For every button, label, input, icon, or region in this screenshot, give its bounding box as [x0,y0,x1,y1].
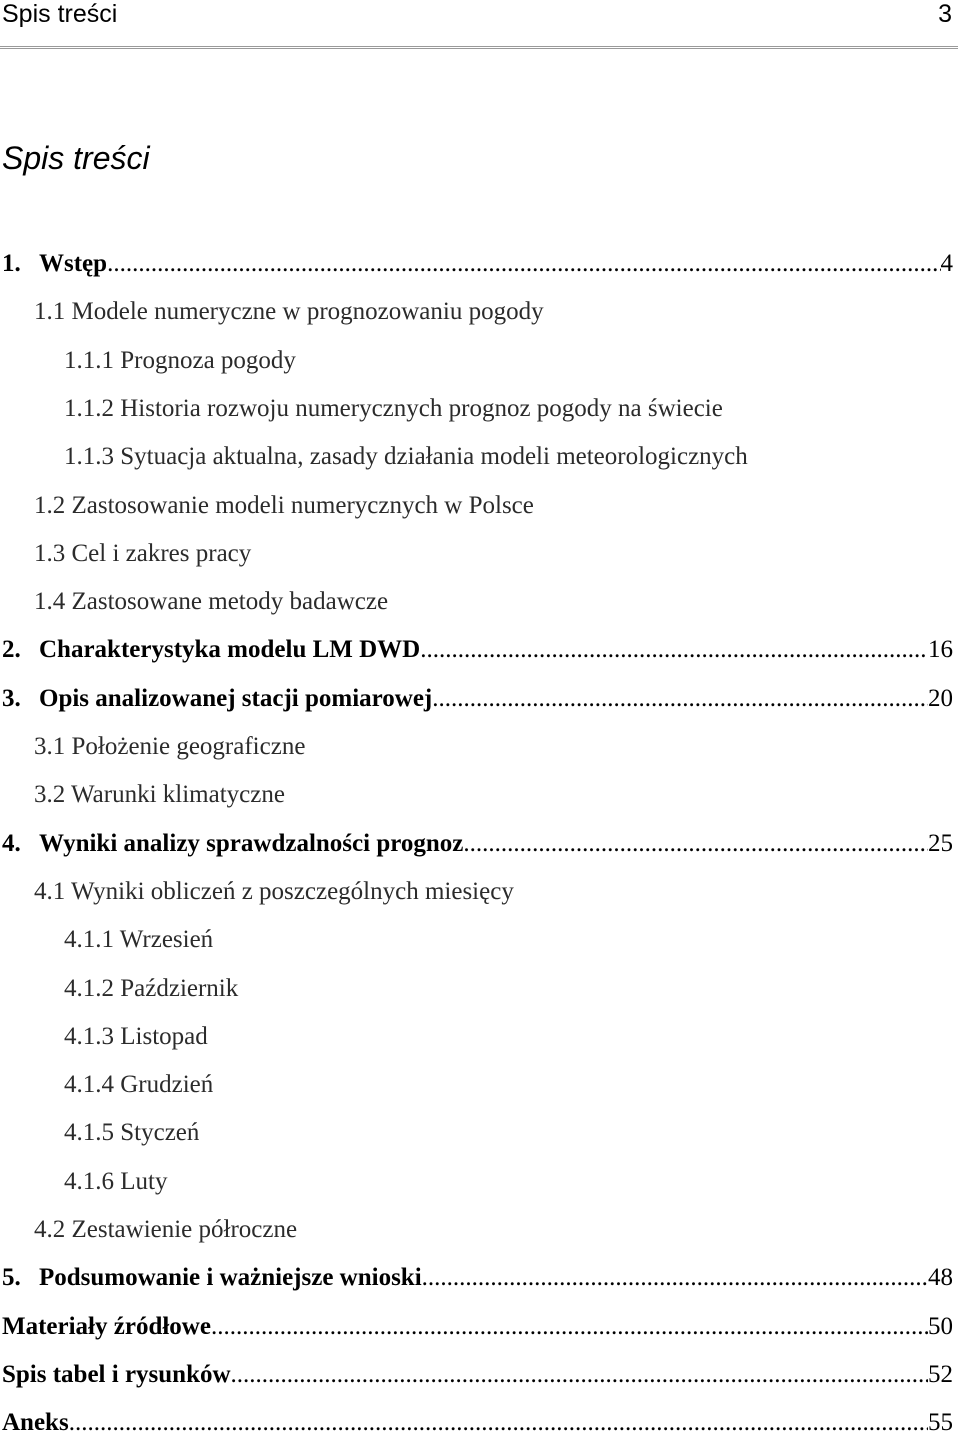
toc-entry-title: Podsumowanie i ważniejsze wnioski [39,1264,422,1291]
toc-dot-leader [107,247,940,281]
toc-entry-page: 20 [928,685,953,712]
toc-entry-title: 1.1.3 Sytuacja aktualna, zasady działania modeli meteorologicznych [64,443,748,470]
toc-entry-page: 25 [928,830,953,857]
toc-entry-page: 48 [928,1264,953,1291]
toc-entry-title: 3.2 Warunki klimatyczne [34,781,285,808]
toc-entry-title: 1.3 Cel i zakres pracy [34,540,252,567]
toc-entry-page: 50 [928,1313,953,1340]
toc-entry-number: 5. [2,1264,21,1291]
toc-entry-title: Aneks [2,1409,69,1436]
toc-entry[interactable] [0,344,953,378]
toc-entry-title: 3.1 Położenie geograficzne [34,733,306,760]
toc-entry-title: 4.1.3 Listopad [64,1023,208,1050]
toc-entry-title: Materiały źródłowe [2,1313,211,1340]
toc-entry-page: 52 [928,1361,953,1388]
toc-entry-title: Spis tabel i rysunków [2,1361,231,1388]
toc-dot-leader [69,1406,928,1440]
toc-dot-leader [211,1310,928,1344]
toc-entry[interactable] [0,537,953,571]
toc-entry[interactable] [0,585,953,619]
toc-entry-title: 4.1.6 Luty [64,1168,168,1195]
toc-entry[interactable] [0,778,953,812]
document-title: Spis treści [2,140,150,176]
toc-entry[interactable] [0,1358,953,1392]
toc-entry[interactable] [0,682,953,716]
header-page-number: 3 [938,0,952,28]
toc-dot-leader [231,1358,928,1392]
toc-entry-title: 1.1 Modele numeryczne w prognozowaniu pogody [34,298,544,325]
toc-entry[interactable] [0,440,953,474]
toc-entry[interactable] [0,1020,953,1054]
toc-entry-number: 3. [2,685,21,712]
toc-entry-title: 4.1.1 Wrzesień [64,926,214,953]
toc-entry-page: 4 [940,250,953,277]
toc-entry-title: Wyniki analizy sprawdzalności prognoz [39,830,464,857]
toc-entry[interactable] [0,1406,953,1440]
toc-dot-leader [463,827,928,861]
toc-entry-title: 1.2 Zastosowanie modeli numerycznych w Polsce [34,492,534,519]
toc-entry[interactable] [0,1261,953,1295]
toc-entry-number: 1. [2,250,21,277]
toc-entry-number: 2. [2,636,21,663]
toc-entry[interactable] [0,923,953,957]
toc-entry[interactable] [0,1165,953,1199]
toc-entry-title: 4.1.5 Styczeń [64,1119,200,1146]
toc-dot-leader [420,633,928,667]
toc-entry[interactable] [0,633,953,667]
toc-entry[interactable] [0,827,953,861]
toc-entry-page: 16 [928,636,953,663]
toc-entry-title: 4.1 Wyniki obliczeń z poszczególnych miesięcy [34,878,514,905]
toc-entry-page: 55 [928,1409,953,1436]
toc-entry[interactable] [0,1310,953,1344]
toc-entry[interactable] [0,1116,953,1150]
toc-entry-title: 1.1.2 Historia rozwoju numerycznych prognoz pogody na świecie [64,395,723,422]
toc-entry[interactable] [0,392,953,426]
toc-entry[interactable] [0,875,953,909]
toc-entry[interactable] [0,489,953,523]
toc-dot-leader [432,682,928,716]
toc-entry-title: 4.1.2 Październik [64,975,239,1002]
toc-dot-leader [422,1261,928,1295]
toc-entry-title: Opis analizowanej stacji pomiarowej [39,685,433,712]
toc-entry-title: Charakterystyka modelu LM DWD [39,636,421,663]
toc-entry[interactable] [0,1213,953,1247]
toc-entry[interactable] [0,295,953,329]
toc-entry-title: 1.1.1 Prognoza pogody [64,347,296,374]
toc-entry-title: 1.4 Zastosowane metody badawcze [34,588,389,615]
toc-entry[interactable] [0,1068,953,1102]
toc-entry-title: Wstęp [39,250,108,277]
toc-entry-title: 4.2 Zestawienie półroczne [34,1216,298,1243]
toc-entry[interactable] [0,730,953,764]
toc-entry[interactable] [0,972,953,1006]
toc-entry-number: 4. [2,830,21,857]
header-title: Spis treści [2,0,118,28]
toc-entry-title: 4.1.4 Grudzień [64,1071,214,1098]
toc-entry[interactable] [0,247,953,281]
